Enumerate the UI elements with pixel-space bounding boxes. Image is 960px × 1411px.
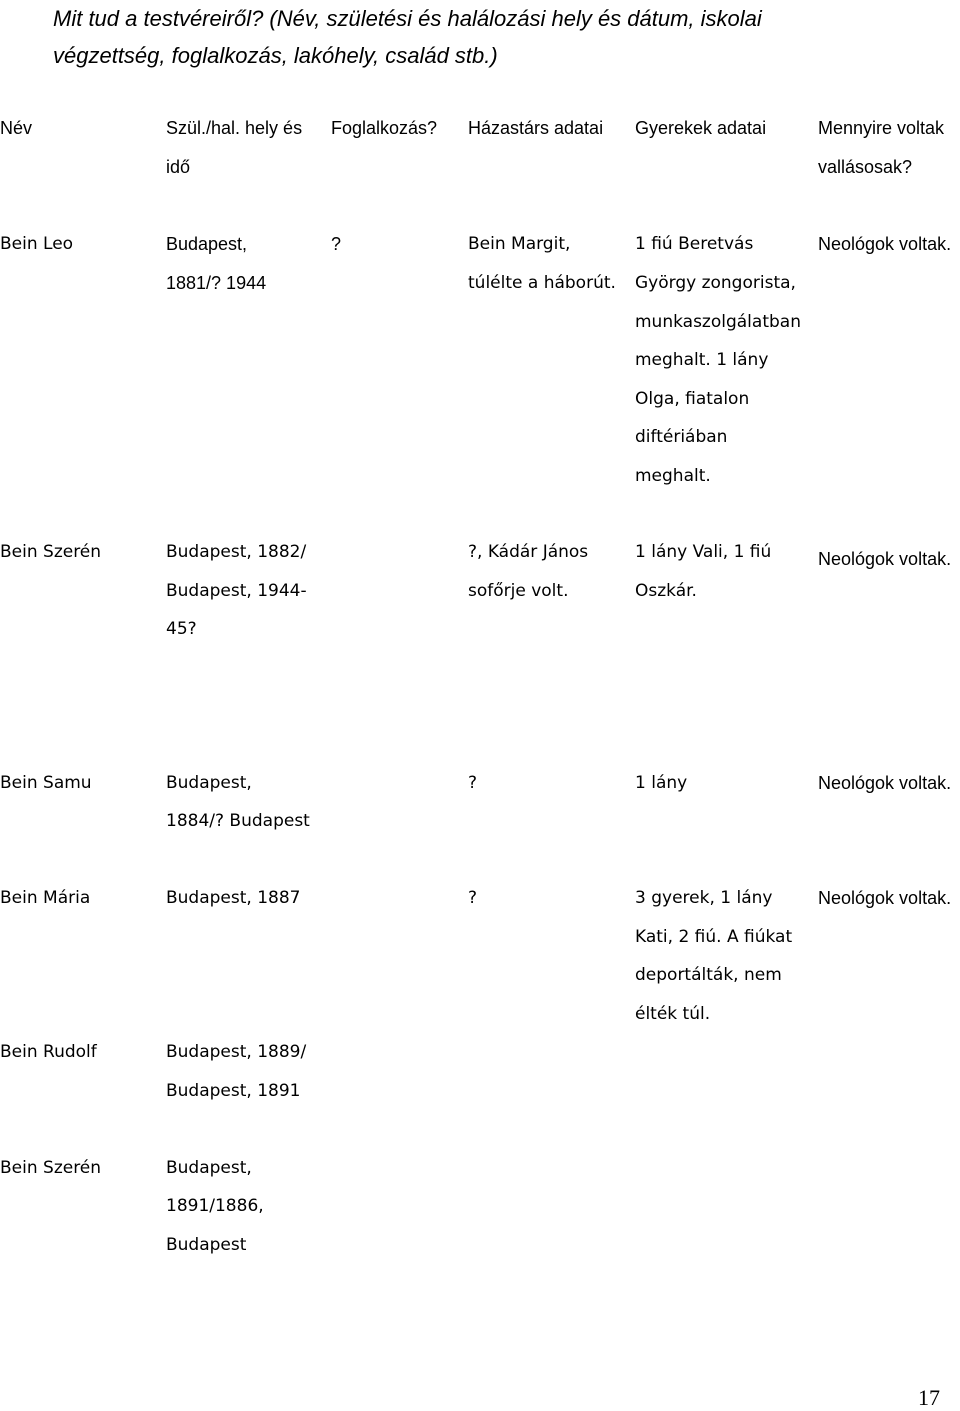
row-szeren2-birth-3: Budapest — [166, 1235, 247, 1255]
row-leo-religion: Neológok voltak. — [818, 234, 952, 254]
row-rudolf-birth-2: Budapest, 1891 — [166, 1081, 301, 1101]
header-occupation: Foglalkozás? — [331, 118, 438, 138]
row-leo-children-6: diftériában — [635, 427, 728, 447]
row-maria-spouse: ? — [468, 888, 478, 908]
row-szeren1-religion: Neológok voltak. — [818, 549, 952, 569]
header-religion-line-2: vallásosak? — [818, 157, 913, 177]
row-rudolf-birth-1: Budapest, 1889/ — [166, 1042, 307, 1062]
row-szeren1-spouse-2: sofőrje volt. — [468, 581, 569, 601]
header-name: Név — [0, 118, 33, 138]
header-birth-line-2: idő — [166, 157, 191, 177]
question-prompt — [53, 0, 933, 74]
row-maria-children-4: élték túl. — [635, 1004, 711, 1024]
row-szeren2-birth-2: 1891/1886, — [166, 1196, 264, 1216]
row-leo-birth-1: Budapest, — [166, 234, 248, 254]
row-szeren2-birth-1: Budapest, — [166, 1158, 252, 1178]
header-spouse: Házastárs adatai — [468, 118, 604, 138]
row-leo-occupation: ? — [331, 234, 342, 254]
question-line-2: végzettség, foglalkozás, lakóhely, család stb.) — [53, 43, 498, 68]
row-leo-name: Bein Leo — [0, 234, 74, 254]
header-children: Gyerekek adatai — [635, 118, 767, 138]
row-szeren1-birth-2: Budapest, 1944- — [166, 581, 307, 601]
row-maria-children-3: deportálták, nem — [635, 965, 782, 985]
row-leo-children-1: 1 fiú Beretvás — [635, 234, 754, 254]
row-leo-children-2: György zongorista, — [635, 273, 796, 293]
row-maria-children-2: Kati, 2 fiú. A fiúkat — [635, 927, 793, 947]
row-maria-birth: Budapest, 1887 — [166, 888, 301, 908]
row-maria-children-1: 3 gyerek, 1 lány — [635, 888, 773, 908]
row-leo-spouse-1: Bein Margit, — [468, 234, 571, 254]
row-leo-children-3: munkaszolgálatban — [635, 312, 801, 332]
row-szeren2-name: Bein Szerén — [0, 1158, 102, 1178]
row-samu-religion: Neológok voltak. — [818, 773, 952, 793]
row-leo-children-5: Olga, fiatalon — [635, 389, 750, 409]
row-szeren1-spouse-1: ?, Kádár János — [468, 542, 589, 562]
row-samu-birth-2: 1884/? Budapest — [166, 811, 310, 831]
row-samu-children: 1 lány — [635, 773, 688, 793]
row-leo-children-4: meghalt. 1 lány — [635, 350, 769, 370]
row-szeren1-birth-3: 45? — [166, 619, 197, 639]
row-szeren1-name: Bein Szerén — [0, 542, 102, 562]
row-samu-birth-1: Budapest, — [166, 773, 252, 793]
row-szeren1-birth-1: Budapest, 1882/ — [166, 542, 307, 562]
row-szeren1-children-1: 1 lány Vali, 1 fiú — [635, 542, 772, 562]
row-szeren1-children-2: Oszkár. — [635, 581, 697, 601]
row-maria-name: Bein Mária — [0, 888, 91, 908]
header-birth-line-1: Szül./hal. hely és — [166, 118, 303, 138]
row-maria-religion: Neológok voltak. — [818, 888, 952, 908]
row-leo-birth-2: 1881/? 1944 — [166, 273, 267, 293]
page-number: 17 — [918, 1385, 940, 1410]
row-samu-spouse: ? — [468, 773, 478, 793]
row-samu-name: Bein Samu — [0, 773, 92, 793]
header-religion-line-1: Mennyire voltak — [818, 118, 945, 138]
row-rudolf-name: Bein Rudolf — [0, 1042, 97, 1062]
question-line-1: Mit tud a testvéreiről? (Név, születési és halálozási hely és dátum, iskolai — [53, 6, 762, 31]
row-leo-spouse-2: túlélte a háborút. — [468, 273, 616, 293]
row-leo-children-7: meghalt. — [635, 466, 711, 486]
